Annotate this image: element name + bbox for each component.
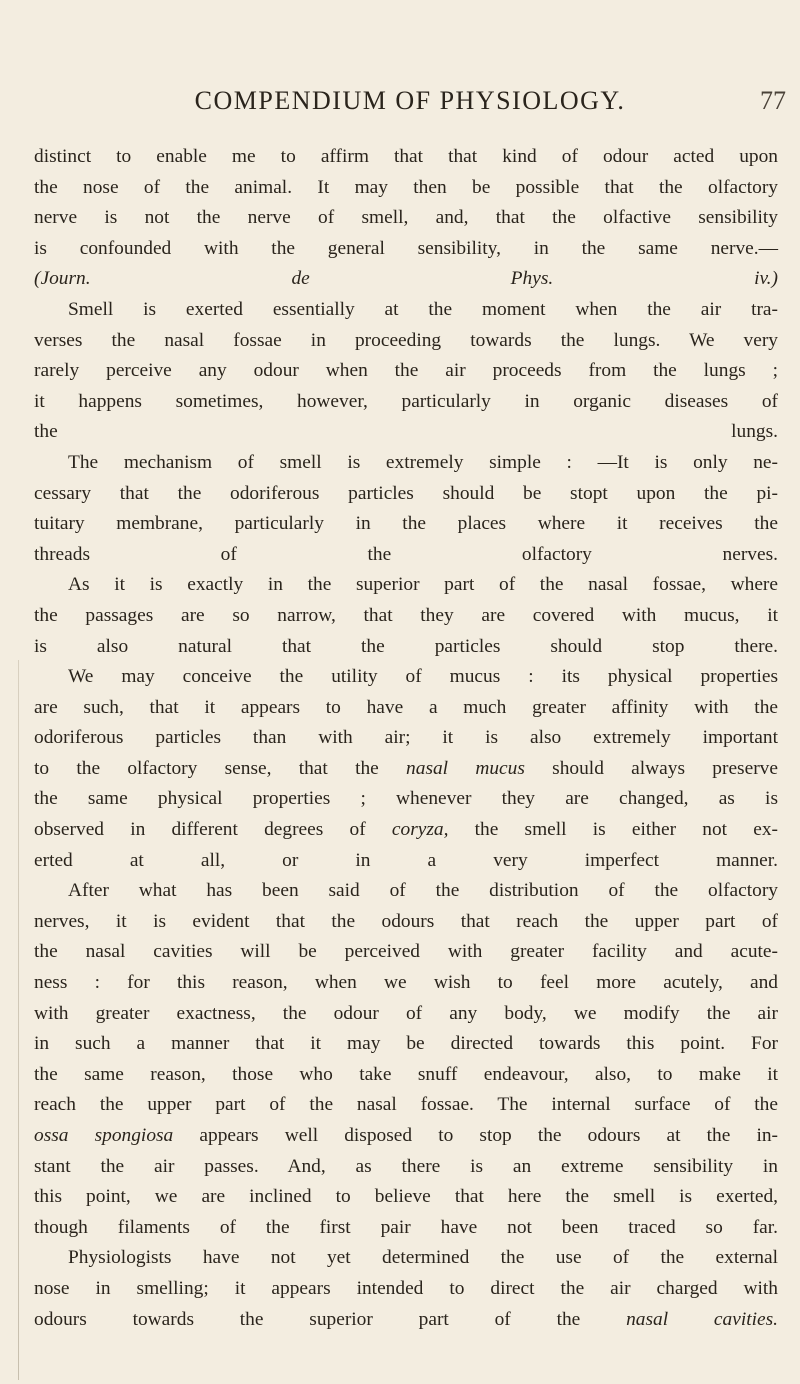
text-line: the passages are so narrow, that they are covered with mucus, it (34, 604, 778, 626)
text-line: nose in smelling; it appears intended to direct the air charged with (34, 1277, 778, 1299)
paragraph (34, 876, 778, 1243)
text-line: distinct to enable me to affirm that that kind of odour acted upon (34, 146, 778, 167)
text-line: are such, that it appears to have a much greater affinity with the (34, 696, 778, 718)
running-head: COMPENDIUM OF PHYSIOLOGY. (194, 86, 626, 115)
text-line: reach the upper part of the nasal fossae. The internal surface of the (34, 1094, 778, 1116)
gutter-shadow (18, 660, 19, 1380)
text-line: cessary that the odoriferous particles should be stopt upon the pi- (34, 482, 778, 504)
text-line: is confounded with the general sensibility, in the same nerve.— (34, 237, 778, 259)
body-text (34, 142, 778, 1335)
text-line: Physiologists have not yet determined the use of the external (68, 1247, 778, 1269)
paragraph (34, 448, 778, 570)
paragraph (34, 1243, 778, 1335)
text-line: nerve is not the nerve of smell, and, that the olfactive sensibility (34, 207, 778, 229)
text-line: stant the air passes. And, as there is an extreme sensibility in (34, 1155, 778, 1177)
text-line: the same reason, those who take snuff endeavour, also, to make it (34, 1063, 778, 1085)
text-line: the nose of the animal. It may then be possible that the olfactory (34, 176, 778, 198)
text-line: though filaments of the first pair have not been traced so far. (34, 1216, 778, 1238)
text-line: odours towards the superior part of the nasal cavities. (34, 1308, 778, 1330)
text-line: with greater exactness, the odour of any body, we modify the air (34, 1002, 778, 1024)
text-line: erted at all, or in a very imperfect manner. (34, 849, 778, 871)
text-line: the lungs. (34, 421, 778, 443)
text-line: tuitary membrane, particularly in the places where it receives the (34, 513, 778, 535)
text-line: The mechanism of smell is extremely simple : —It is only ne- (68, 451, 778, 473)
text-line: this point, we are inclined to believe that here the smell is exerted, (34, 1186, 778, 1208)
text-line: We may conceive the utility of mucus : its physical properties (68, 666, 778, 688)
text-line: rarely perceive any odour when the air proceeds from the lungs ; (34, 360, 778, 382)
text-line: the same physical properties ; whenever they are changed, as is (34, 788, 778, 810)
italic-term: coryza, (391, 819, 449, 841)
text-line: odoriferous particles than with air; it is also extremely important (34, 727, 778, 749)
paragraph (34, 662, 778, 876)
text-line: verses the nasal fossae in proceeding towards the lungs. We very (34, 329, 778, 351)
italic-term: ossa spongiosa (34, 1125, 174, 1146)
text-line: Smell is exerted essentially at the moment when the air tra- (68, 298, 778, 320)
citation: (Journ. de Phys. iv.) (34, 268, 778, 290)
text-line: to the olfactory sense, that the nasal mucus should always preserve (34, 757, 778, 779)
text-line: ness : for this reason, when we wish to feel more acutely, and (34, 972, 778, 994)
page-header (34, 86, 786, 126)
text-line: ossa spongiosa appears well disposed to stop the odours at the in- (34, 1125, 779, 1146)
paragraph (34, 142, 778, 295)
text-line: nerves, it is evident that the odours that reach the upper part of (34, 910, 778, 932)
italic-term: nasal cavities. (626, 1308, 778, 1330)
text-line: in such a manner that it may be directed towards this point. For (34, 1033, 778, 1055)
text-line: threads of the olfactory nerves. (34, 543, 778, 565)
text-line: As it is exactly in the superior part of the nasal fossae, where (68, 574, 778, 596)
italic-term: nasal mucus (406, 757, 525, 779)
paragraph (34, 295, 778, 448)
page-number: 77 (760, 86, 786, 115)
text-line: it happens sometimes, however, particularly in organic diseases of (34, 390, 778, 412)
text-line: is also natural that the particles should stop there. (34, 635, 778, 657)
paragraph (34, 570, 778, 662)
text-line: observed in different degrees of coryza, the smell is either not ex- (34, 819, 778, 841)
text-line: the nasal cavities will be perceived with greater facility and acute- (34, 941, 778, 963)
text-line: After what has been said of the distribution of the olfactory (68, 880, 778, 902)
